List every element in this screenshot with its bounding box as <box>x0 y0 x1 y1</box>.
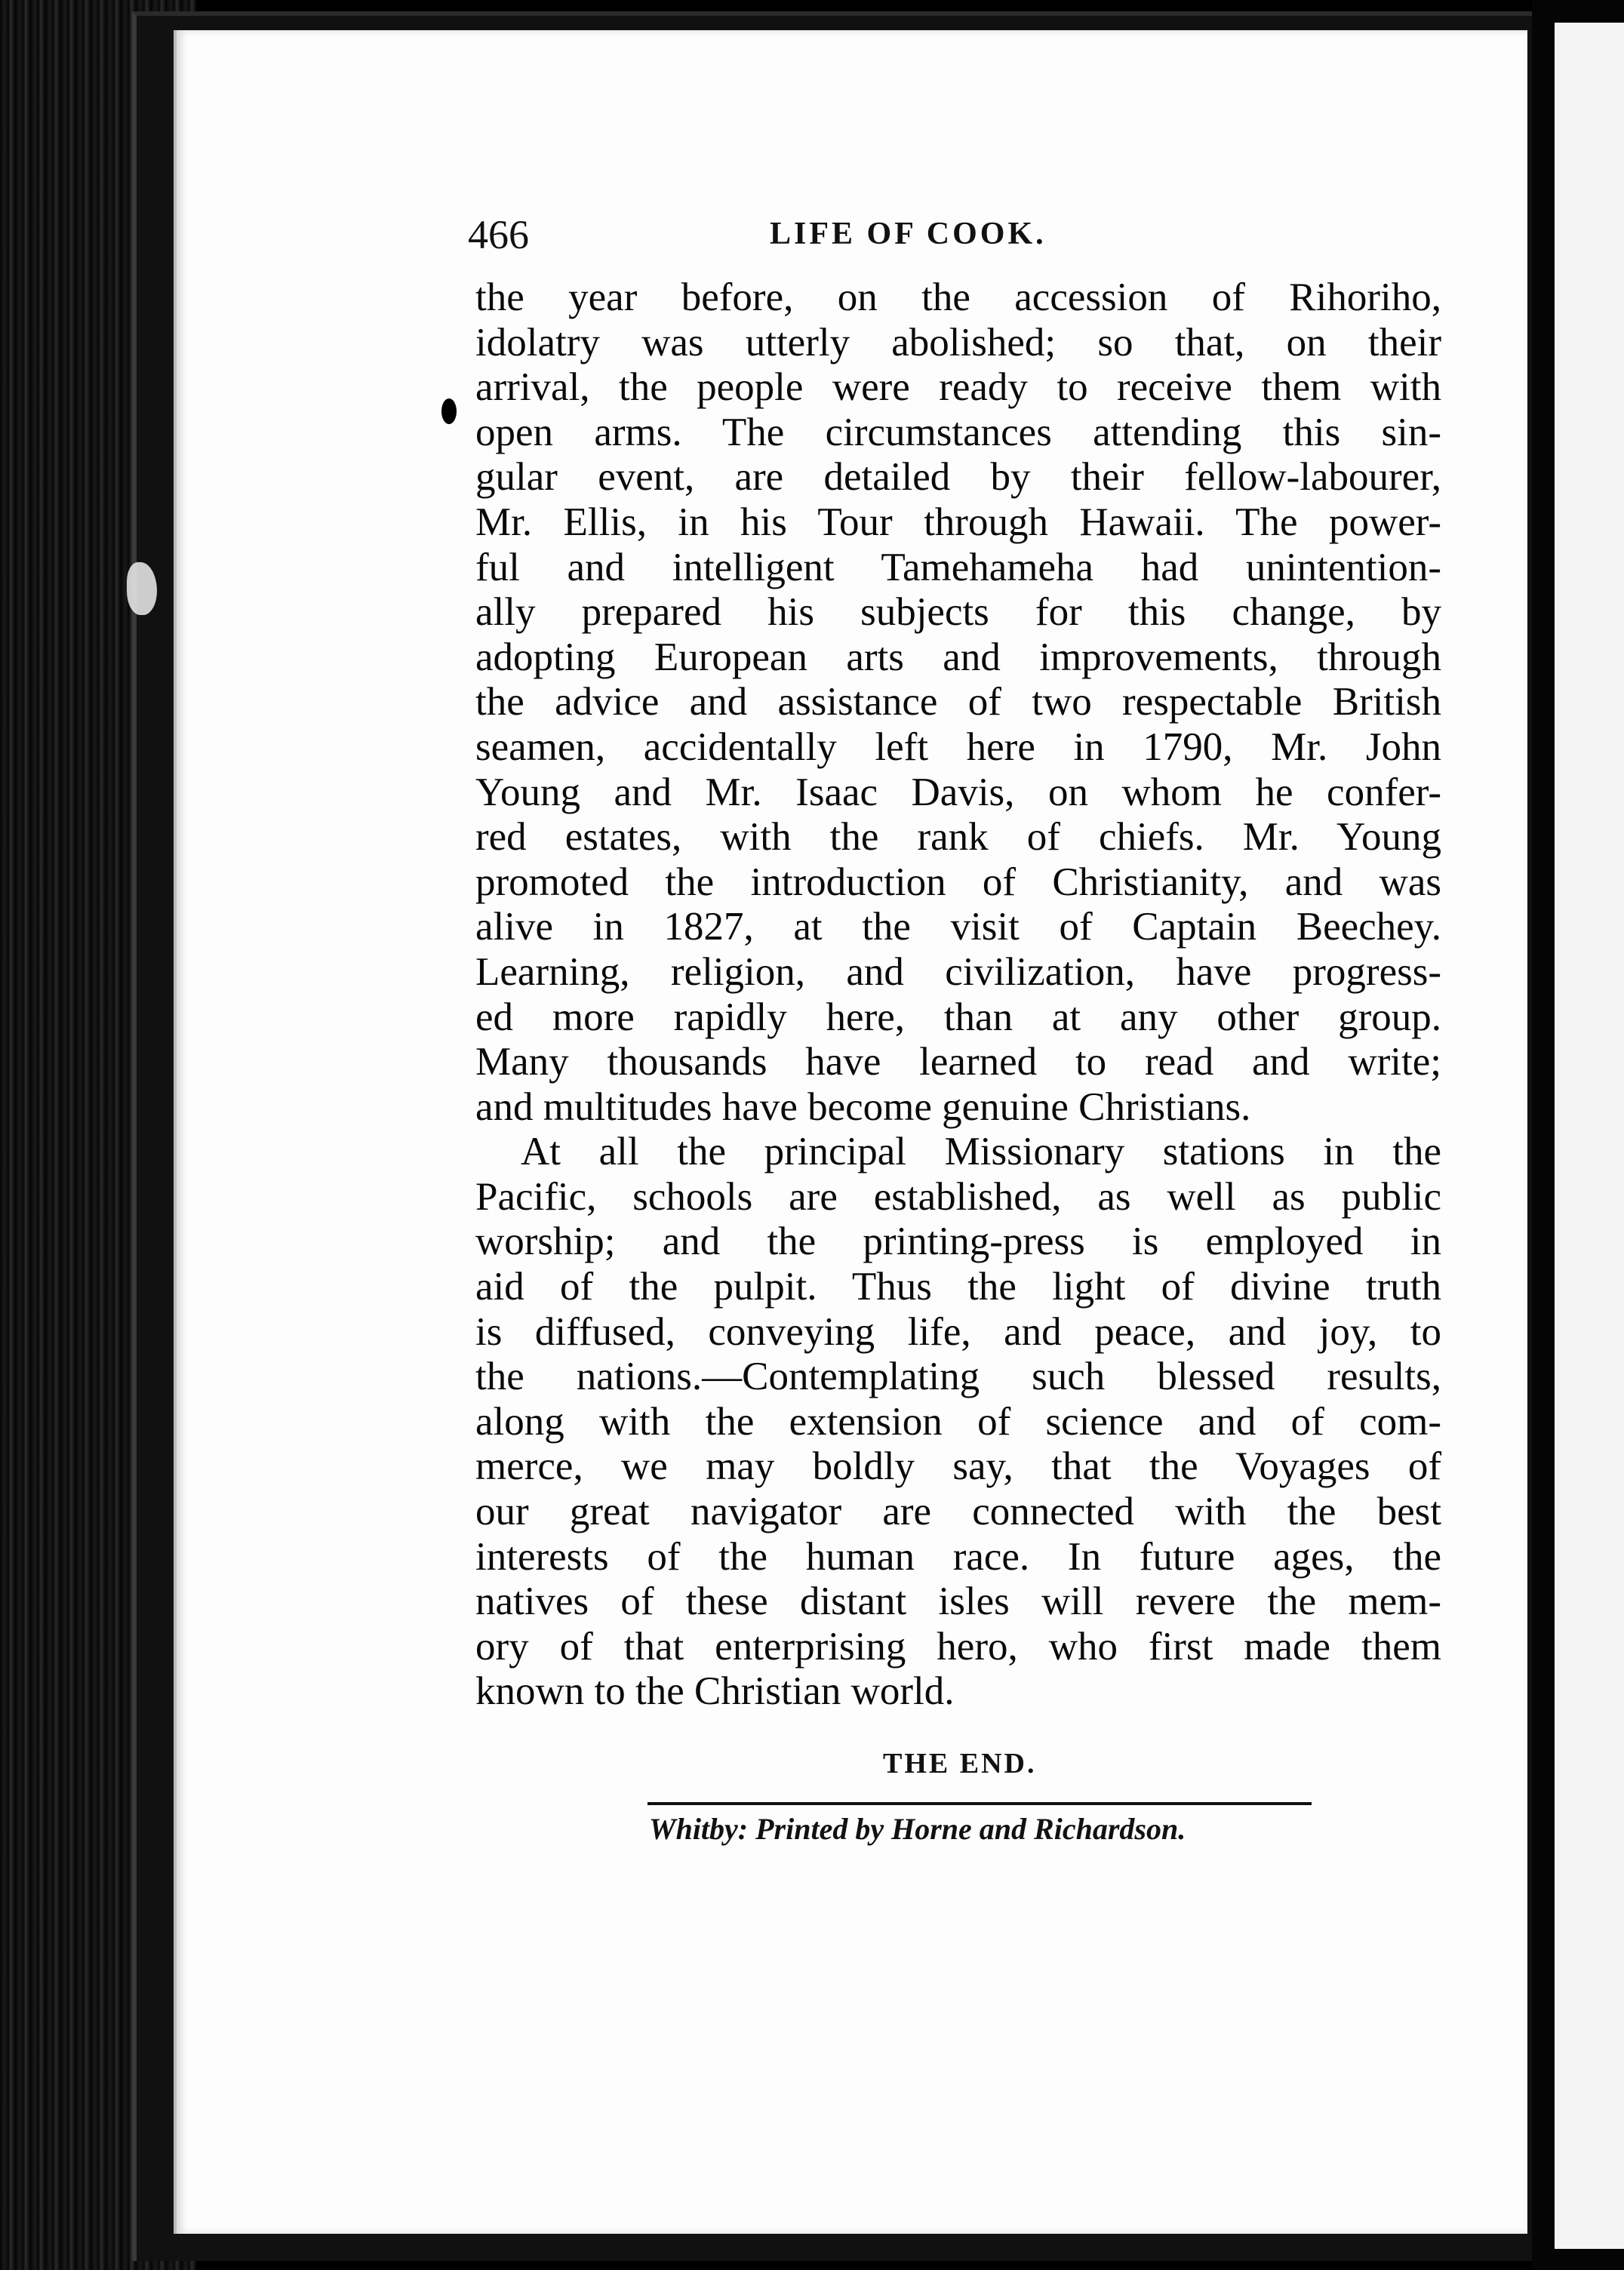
text-line: Pacific, schools are established, as well as public <box>475 1174 1441 1219</box>
text-line: open arms. The circumstances attending this sin- <box>475 410 1441 454</box>
text-line: the year before, on the accession of Rihoriho, <box>475 275 1441 319</box>
text-line: worship; and the printing-press is employed in <box>475 1220 1441 1264</box>
text-line: is diffused, conveying life, and peace, and joy, to <box>475 1309 1441 1354</box>
text-line: seamen, accidentally left here in 1790, Mr. John <box>475 724 1441 769</box>
printer-imprint: Whitby: Printed by Horne and Richardson. <box>649 1812 1186 1846</box>
page-number: 466 <box>468 212 529 257</box>
text-line: alive in 1827, at the visit of Captain Beechey. <box>475 905 1441 949</box>
page-header <box>468 211 1434 264</box>
text-line: merce, we may boldly say, that the Voyages of <box>475 1444 1441 1489</box>
text-line: Learning, religion, and civilization, have progress- <box>475 949 1441 994</box>
text-line: along with the extension of science and of com- <box>475 1399 1441 1444</box>
text-line: adopting European arts and improvements, through <box>475 635 1441 679</box>
text-line: idolatry was utterly abolished; so that, on their <box>475 320 1441 364</box>
text-line: our great navigator are connected with the best <box>475 1490 1441 1534</box>
text-line: red estates, with the rank of chiefs. Mr. Young <box>475 815 1441 860</box>
text-line: aid of the pulpit. Thus the light of divine truth <box>475 1265 1441 1309</box>
text-line: arrival, the people were ready to receive them with <box>475 365 1441 410</box>
imprint-rule <box>647 1802 1312 1805</box>
text-line: Mr. Ellis, in his Tour through Hawaii. The power- <box>475 500 1441 544</box>
running-head: LIFE OF COOK. <box>770 217 1047 251</box>
text-line: ally prepared his subjects for this change, by <box>475 590 1441 635</box>
the-end-heading: THE END. <box>883 1748 1037 1779</box>
text-line: the nations.—Contemplating such blessed results, <box>475 1355 1441 1399</box>
text-line: ory of that enterprising hero, who first made them <box>475 1624 1441 1669</box>
text-line: and multitudes have become genuine Christians. <box>475 1084 1251 1129</box>
text-line: ed more rapidly here, than at any other group. <box>475 995 1441 1039</box>
text-line: the advice and assistance of two respectable British <box>475 680 1441 724</box>
text-line: gular event, are detailed by their fellow-labourer, <box>475 455 1441 500</box>
body-text <box>475 275 1441 1715</box>
text-line: ful and intelligent Tamehameha had unintention- <box>475 545 1441 589</box>
ink-spot <box>441 398 457 424</box>
text-line: Young and Mr. Isaac Davis, on whom he confer- <box>475 770 1441 814</box>
text-line: promoted the introduction of Christianity, and was <box>475 860 1441 904</box>
text-line: Many thousands have learned to read and write; <box>475 1040 1441 1084</box>
facing-page-sliver <box>1555 23 1624 2249</box>
text-line: interests of the human race. In future ages, the <box>475 1534 1441 1579</box>
text-line: At all the principal Missionary stations in the <box>521 1130 1441 1174</box>
text-line: known to the Christian world. <box>475 1669 955 1714</box>
facing-page-edge <box>1532 0 1624 2270</box>
text-line: natives of these distant isles will revere the mem- <box>475 1579 1441 1624</box>
